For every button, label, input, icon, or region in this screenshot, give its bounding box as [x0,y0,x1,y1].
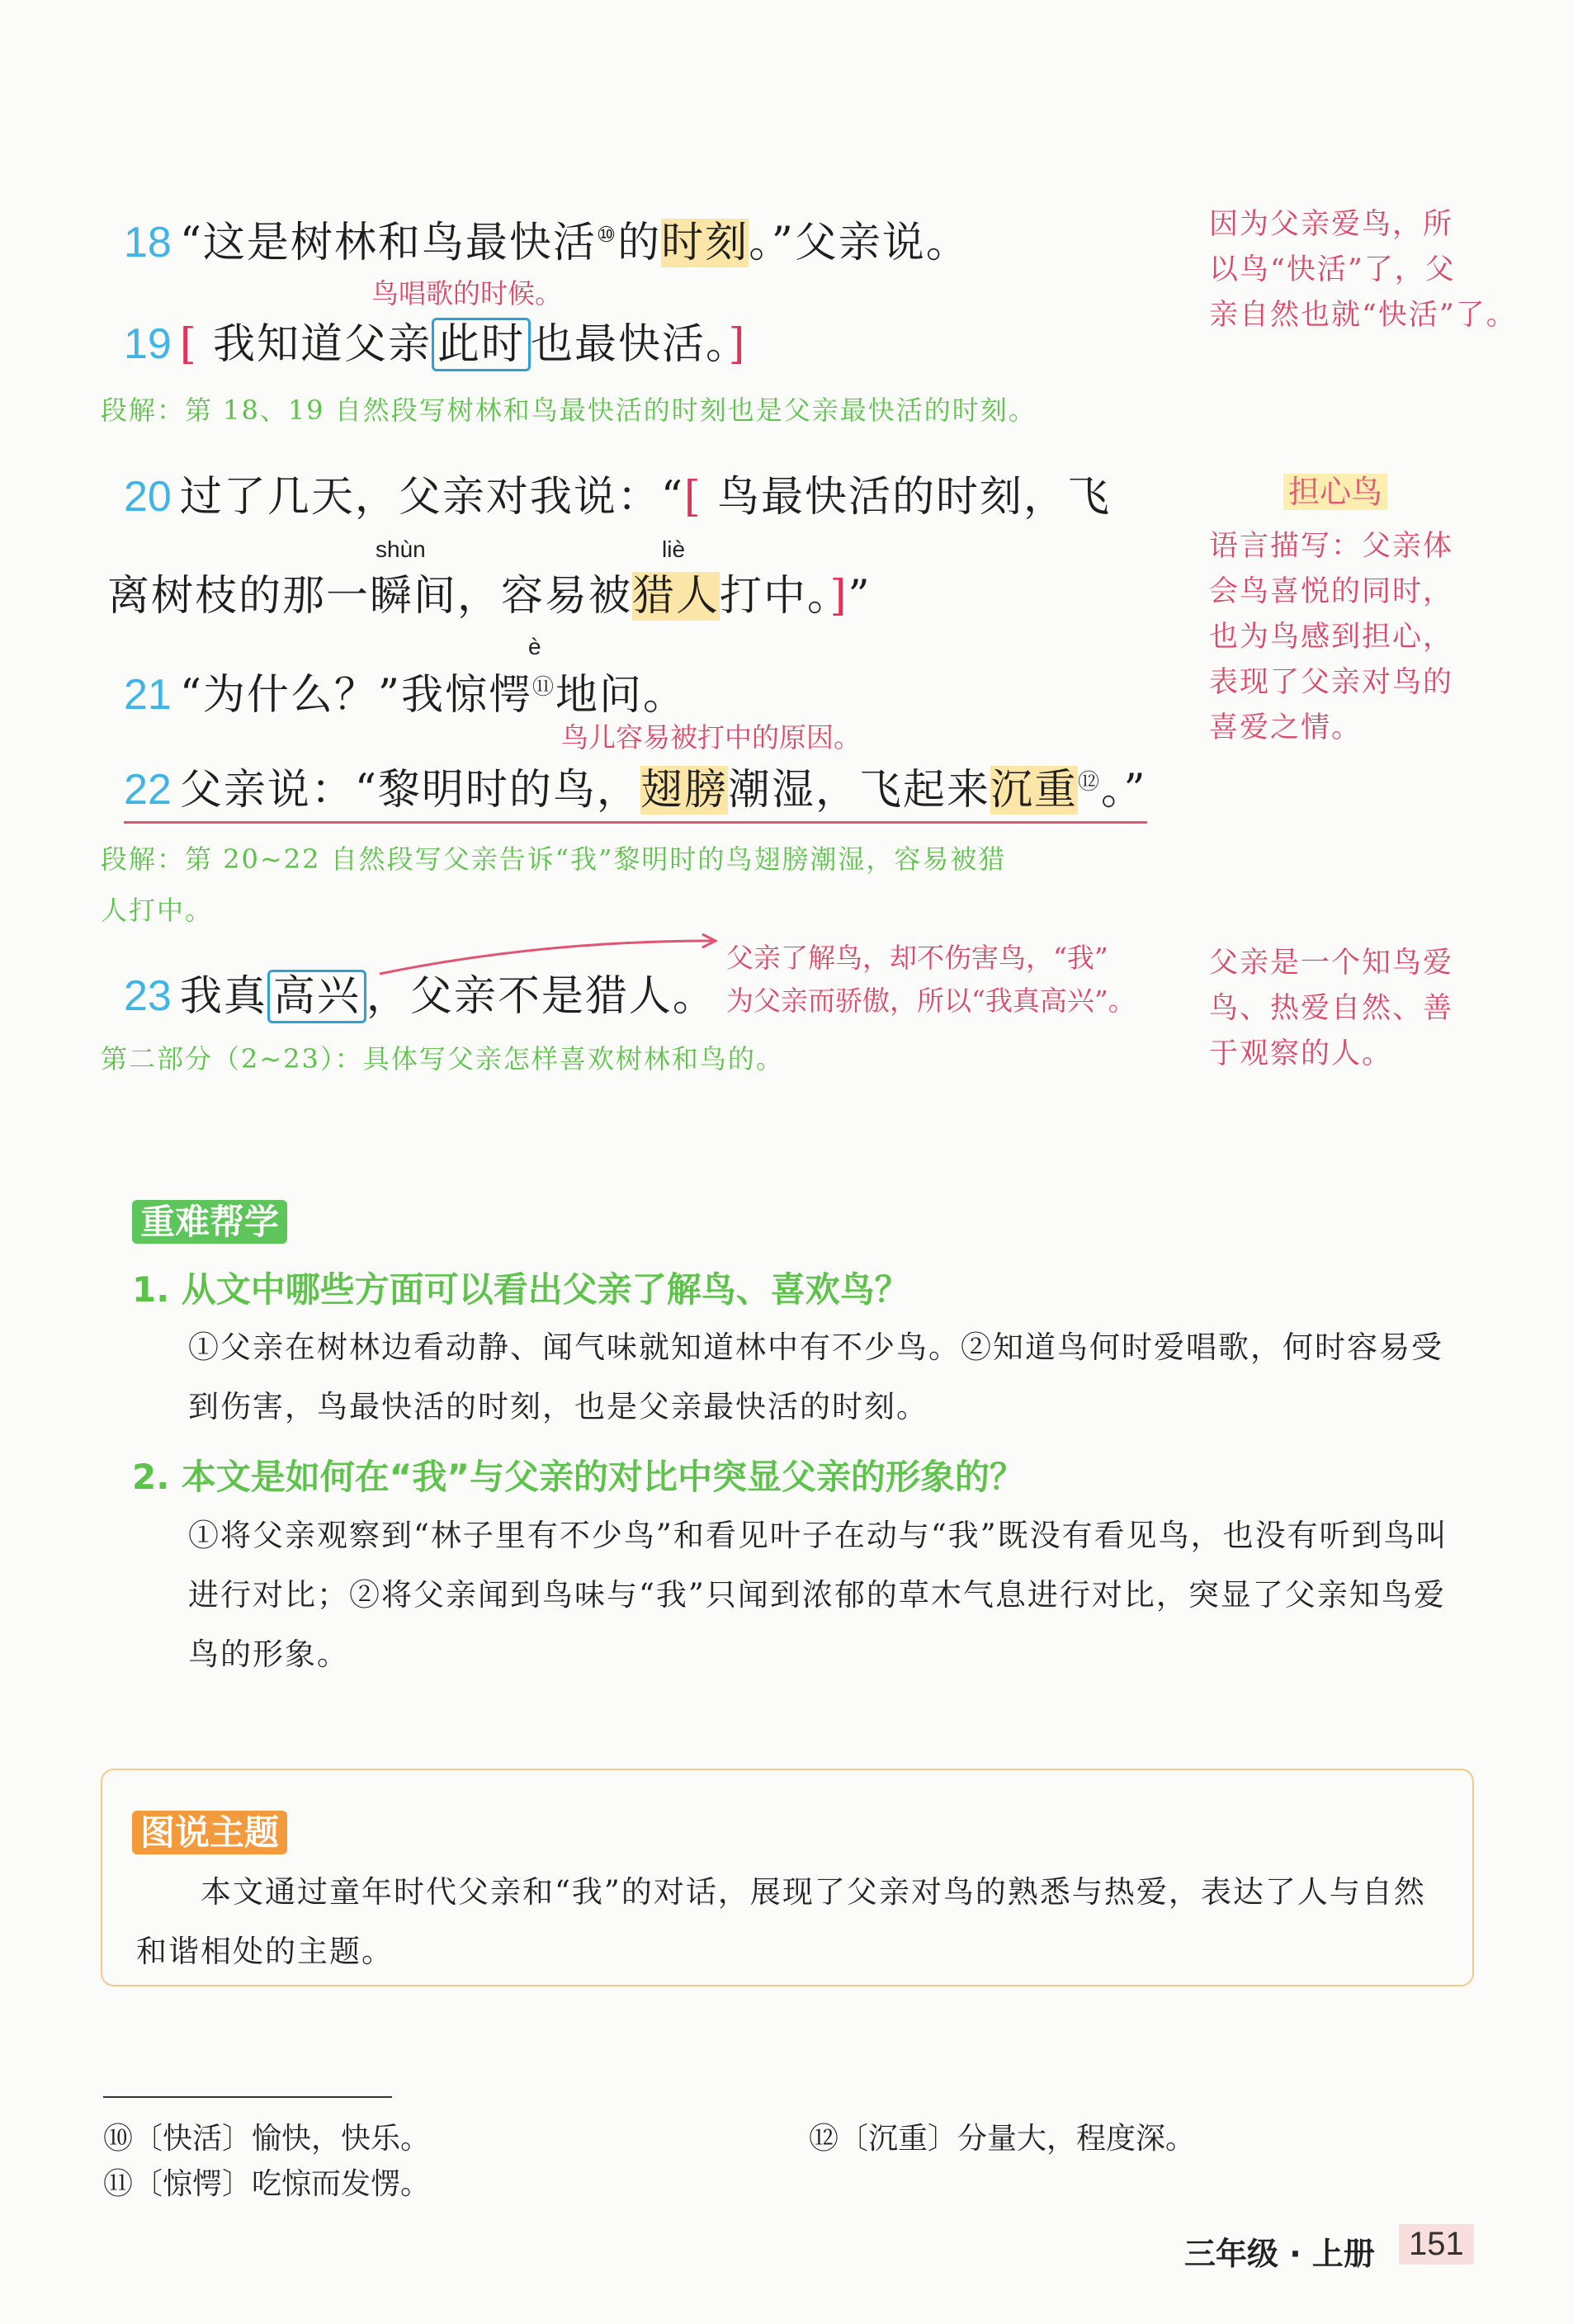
pinyin: liè [662,536,686,562]
paragraph-18: 18 “这是树林和鸟最快活⑩的时刻。”父亲说。 [124,219,970,267]
footnote-marker: ⑩ [596,223,618,248]
paragraph-21: 21 “为什么？”我惊愕⑪地问。 [124,671,687,720]
footnote-11: ⑪〔惊愕〕吃惊而发愣。 [103,2167,431,2201]
section-tag-help: 重难帮学 [132,1195,287,1245]
pinyin: è [528,634,541,659]
theme-text: 本文通过童年时代父亲和“我”的对话，展现了父亲对鸟的熟悉与热爱，表达了人与自然和谐相处的主题。 [136,1874,1426,1969]
side-note-1: 因为父亲爱鸟，所 以鸟“快活”了，父 亲自然也就“快活”了。 [1209,208,1517,332]
boxed-word: 此时 [432,318,531,371]
question-1: 1. 从文中哪些方面可以看出父亲了解鸟、喜欢鸟？ [132,1269,909,1310]
grade-label: 三年级 · 上册 [1184,2236,1375,2272]
paragraph-number: 18 [124,219,172,267]
paragraph-19: 19 [ 我知道父亲 此时 也最快活。] [124,309,746,371]
part-summary: 第二部分（2~23）：具体写父亲怎样喜欢树林和鸟的。 [101,1043,784,1075]
paragraph-20: 20 过了几天，父亲对我说：“[ 鸟最快活的时刻，飞 [124,473,1112,522]
answer-1: ①父亲在树林边看动静、闻气味就知道林中有不少鸟。②知道鸟何时爱唱歌，何时容易受到伤害，鸟最快活的时刻，也是父亲最快活的时刻。 [188,1330,1443,1424]
highlight: 时刻 [661,219,749,267]
answer-2: ①将父亲观察到“林子里有不少鸟”和看见叶子在动与“我”既没有看见鸟，也没有听到鸟叫进行对比；②将父亲闻到鸟味与“我”只闻到浓郁的草木气息进行对比，突显了父亲知鸟爱鸟的形象。 [188,1518,1448,1672]
paragraph-23: 23 我真 高兴 ，父亲不是猎人。 [124,961,716,1023]
paragraph-22: 22 父亲说：“黎明时的鸟，翅膀潮湿，飞起来沉重⑫。” [124,755,1147,824]
annotation: 鸟唱歌的时候。 [371,277,562,309]
paragraph-20-line2: 离树枝的那一瞬间，容易被猎人打中。]” [107,572,872,621]
annotation: 鸟儿容易被打中的原因。 [561,721,861,753]
annotation: 父亲了解鸟，却不伤害鸟，“我” 为父亲而骄傲，所以“我真高兴”。 [726,942,1136,1017]
question-2: 2. 本文是如何在“我”与父亲的对比中突显父亲的形象的？ [132,1457,1025,1497]
footnote-12: ⑫〔沉重〕分量大，程度深。 [809,2122,1196,2156]
side-note-3: 父亲是一个知鸟爱 鸟、热爱自然、善 于观察的人。 [1209,947,1454,1070]
page-number: 151 [1399,2224,1474,2265]
pinyin: shùn [376,536,426,562]
section-tag-theme: 图说主题 [132,1806,287,1855]
footnote-10: ⑩〔快活〕愉快，快乐。 [103,2122,431,2156]
arrow-icon [376,933,722,982]
side-note-2: 语言描写：父亲体 会鸟喜悦的同时， 也为鸟感到担心， 表现了父亲对鸟的 喜爱之情。 [1209,530,1454,744]
footnote-divider [103,2096,392,2098]
paragraph-analysis: 段解：第 20~22 自然段写父亲告诉“我”黎明时的鸟翅膀潮湿，容易被猎 人打中。 [101,843,1007,926]
paragraph-analysis: 段解：第 18、19 自然段写树林和鸟最快活的时刻也是父亲最快活的时刻。 [101,394,1037,426]
side-tag: 担心鸟 [1283,466,1387,512]
